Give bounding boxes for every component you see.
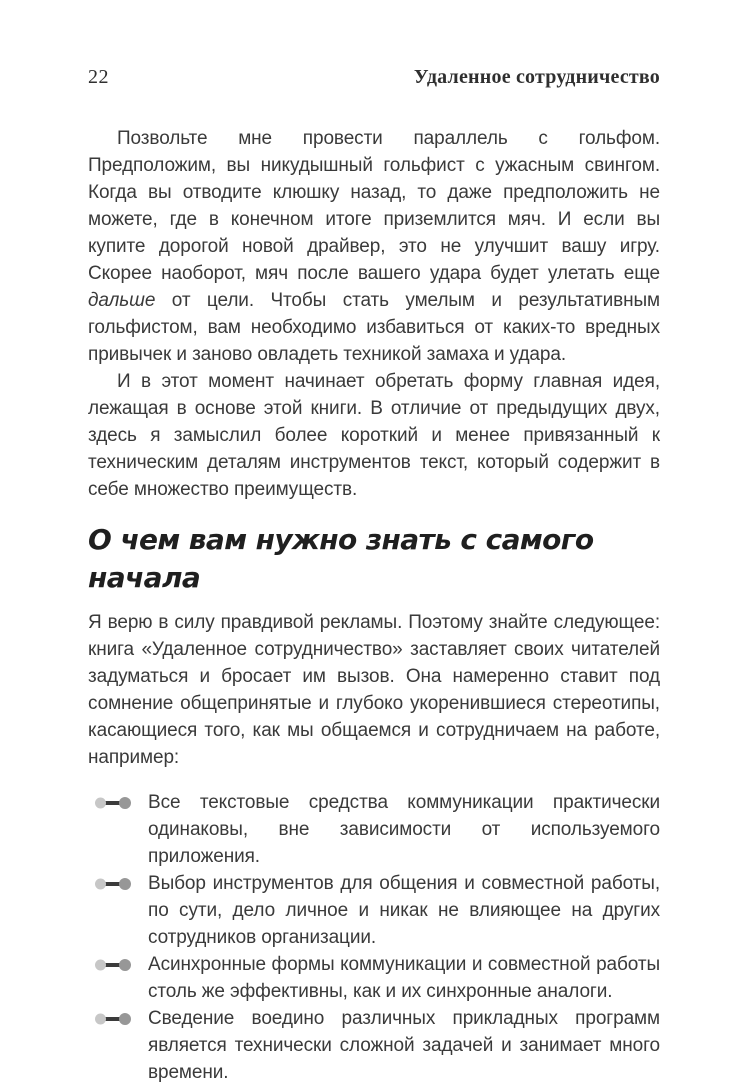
bullet-text: Выбор инструментов для общения и совместной работы, по сути, дело личное и никак не влияющее на других сотрудников организации. [148, 873, 660, 948]
paragraph-truthful-advertising: Я верю в силу правдивой рекламы. Поэтому знайте следующее: книга «Удаленное сотрудничество» заставляет своих читателей задуматься и бросает им вызов. Она намеренно ставит под сомнение общепринятые и глубоко укоренившиеся стереотипы, касающиеся того, как мы общаемся и сотрудничаем на работе, например: [88, 612, 660, 768]
list-item [88, 789, 660, 870]
bullet-text: Все текстовые средства коммуникации практически одинаковы, вне зависимости от используемого приложения. [148, 792, 660, 867]
paragraph-golf-analogy-text: Позвольте мне провести параллель с гольфом. Предположим, вы никудышный гольфист с ужасным свингом. Когда вы отводите клюшку назад, то даже предположить не можете, где в конечном итоге приземлится мяч. И если вы купите дорогой новой драйвер, это не улучшит вашу игру. Скорее наоборот, мяч после вашего удара будет улетать еще [88, 128, 660, 284]
bullet-text: Сведение воедино различных прикладных программ является технически сложной задачей и занимает много времени. [148, 1008, 660, 1083]
dumbbell-icon [95, 797, 131, 809]
emphasized-word: дальше [88, 290, 156, 311]
running-title: Удаленное сотрудничество [413, 66, 660, 88]
running-head [88, 66, 660, 89]
list-item [88, 870, 660, 951]
page-number: 22 [88, 66, 109, 88]
section-heading: О чем вам нужно знать с самого начала [88, 523, 594, 594]
list-item [88, 1005, 660, 1086]
paragraph-main-idea: И в этот момент начинает обретать форму главная идея, лежащая в основе этой книги. В отличие от предыдущих двух, здесь я замыслил более короткий и менее привязанный к техническим деталям инструментов текст, который содержит в себе множество преимуществ. [88, 371, 660, 500]
dumbbell-icon [95, 1013, 131, 1025]
list-item [88, 951, 660, 1005]
dumbbell-icon [95, 959, 131, 971]
bullet-list [88, 789, 660, 1086]
paragraph-golf-analogy-text-continued: от цели. Чтобы стать умелым и результативным гольфистом, вам необходимо избавиться от каких-то вредных привычек и заново овладеть техникой замаха и удара. [88, 290, 661, 365]
bullet-text: Асинхронные формы коммуникации и совместной работы столь же эффективны, как и их синхронные аналоги. [148, 954, 660, 1002]
dumbbell-icon [95, 878, 131, 890]
paragraph-golf-analogy [88, 125, 660, 368]
